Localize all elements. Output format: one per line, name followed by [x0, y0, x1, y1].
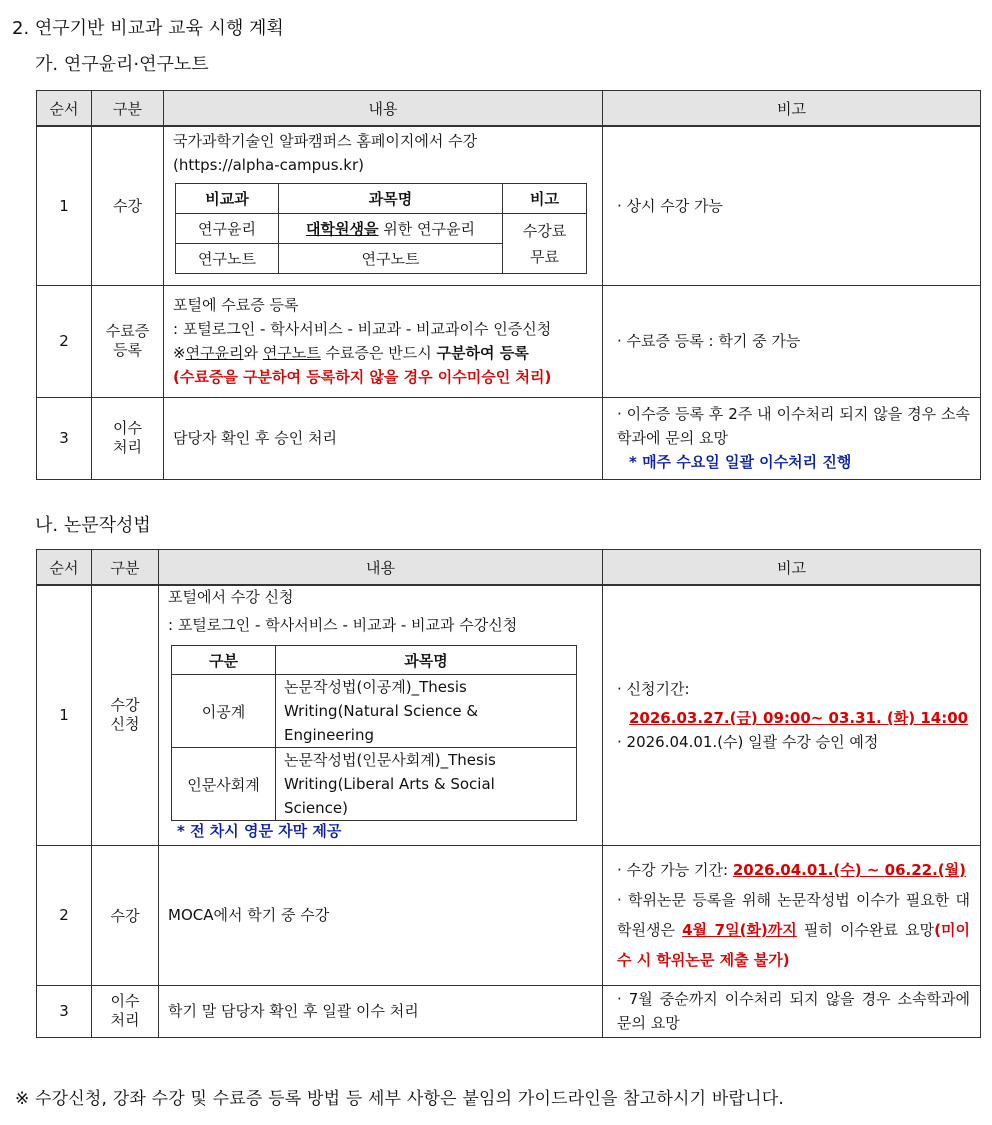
header-type: 구분: [92, 91, 164, 127]
content-url: (https://alpha-campus.kr): [173, 156, 364, 174]
inner-header-course: 과목명: [276, 646, 577, 675]
subsection-title-ga: 가. 연구윤리·연구노트: [35, 54, 209, 75]
row-note: · 수강 가능 기간: 2026.04.01.(수) ~ 06.22.(월) · 학위논문 등록을 위해 논문작성법 이수가 필요한 대학원생은 4월 7일(화)까지 필히 이수완료 요망(미이수 시 학위논문 제출 불가): [603, 845, 981, 985]
table-row: [37, 397, 981, 479]
row-content: 담당자 확인 후 승인 처리: [164, 397, 603, 479]
table-row: [37, 845, 981, 985]
header-content: 내용: [164, 91, 603, 127]
row-content: [159, 585, 603, 845]
application-period: 2026.03.27.(금) 09:00~ 03.31. (화) 14:00: [629, 708, 969, 727]
row-order: 2: [37, 845, 92, 985]
row-content: MOCA에서 학기 중 수강: [159, 845, 603, 985]
inner-category: 인문사회계: [172, 748, 276, 821]
subtitle-note: * 전 차시 영문 자막 제공: [177, 822, 342, 840]
inner-course: 논문작성법(이공계)_Thesis Writing(Natural Science & Engineering: [276, 675, 577, 748]
header-note: 비고: [603, 550, 981, 586]
row-type: 수료증 등록: [92, 285, 164, 397]
content-line: 국가과학기술인 알파캠퍼스 홈페이지에서 수강: [173, 132, 478, 150]
row-type: 이수 처리: [92, 397, 164, 479]
header-order: 순서: [37, 550, 92, 586]
row-order: 2: [37, 285, 92, 397]
row-type: 이수 처리: [92, 985, 159, 1037]
inner-header-course: 과목명: [279, 184, 503, 214]
inner-fee: 수강료 무료: [503, 214, 587, 274]
inner-header-note: 비고: [503, 184, 587, 214]
row-type: 수강 신청: [92, 585, 159, 845]
row-note: · 수료증 등록 : 학기 중 가능: [603, 285, 981, 397]
row-content: [164, 285, 603, 397]
inner-header-category: 구분: [172, 646, 276, 675]
content-line: : 포털로그인 - 학사서비스 - 비교과 - 비교과 수강신청: [168, 616, 518, 634]
row-content: 학기 말 담당자 확인 후 일괄 이수 처리: [159, 985, 603, 1037]
section-title: 2. 연구기반 비교과 교육 시행 계획: [12, 18, 284, 39]
thesis-writing-table: [36, 549, 981, 1038]
row-content: [164, 126, 603, 285]
row-note: · 상시 수강 가능: [603, 126, 981, 285]
header-order: 순서: [37, 91, 92, 127]
inner-category: 이공계: [172, 675, 276, 748]
table-row: [37, 285, 981, 397]
row-order: 1: [37, 585, 92, 845]
inner-course: 연구노트: [279, 244, 503, 274]
row-note: · 이수증 등록 후 2주 내 이수처리 되지 않을 경우 소속학과에 문의 요망 * 매주 수요일 일괄 이수처리 진행: [603, 397, 981, 479]
row-note: · 신청기간: 2026.03.27.(금) 09:00~ 03.31. (화) 14:00 · 2026.04.01.(수) 일괄 수강 승인 예정: [603, 585, 981, 845]
table-header-row: [37, 550, 981, 586]
row-order: 1: [37, 126, 92, 285]
table-row: [37, 985, 981, 1037]
header-type: 구분: [92, 550, 159, 586]
header-content: 내용: [159, 550, 603, 586]
inner-course: 논문작성법(인문사회계)_Thesis Writing(Liberal Arts & Social Science): [276, 748, 577, 821]
footer-note: ※ 수강신청, 강좌 수강 및 수료증 등록 방법 등 세부 사항은 붙임의 가이드라인을 참고하시기 바랍니다.: [15, 1089, 784, 1109]
table-row: [37, 585, 981, 845]
course-table: [171, 645, 577, 821]
warning-line: (수료증을 구분하여 등록하지 않을 경우 이수미승인 처리): [173, 368, 552, 386]
blue-note: * 매주 수요일 일괄 이수처리 진행: [629, 453, 852, 471]
inner-course: 대학원생을 위한 연구윤리: [279, 214, 503, 244]
content-line: ※연구윤리와 연구노트 수료증은 반드시 구분하여 등록: [173, 344, 529, 362]
header-note: 비고: [603, 91, 981, 127]
research-ethics-table: [36, 90, 981, 480]
inner-category: 연구윤리: [176, 214, 279, 244]
content-line: 포털에 수료증 등록: [173, 296, 299, 314]
row-note: · 7월 중순까지 이수처리 되지 않을 경우 소속학과에 문의 요망: [603, 985, 981, 1037]
inner-header-category: 비교과: [176, 184, 279, 214]
table-header-row: [37, 91, 981, 127]
row-order: 3: [37, 985, 92, 1037]
course-table: [175, 183, 587, 274]
content-line: : 포털로그인 - 학사서비스 - 비교과 - 비교과이수 인증신청: [173, 320, 552, 338]
inner-category: 연구노트: [176, 244, 279, 274]
subsection-title-na: 나. 논문작성법: [35, 515, 151, 536]
row-order: 3: [37, 397, 92, 479]
row-type: 수강: [92, 126, 164, 285]
table-row: [37, 126, 981, 285]
content-line: 포털에서 수강 신청: [168, 588, 294, 606]
row-type: 수강: [92, 845, 159, 985]
